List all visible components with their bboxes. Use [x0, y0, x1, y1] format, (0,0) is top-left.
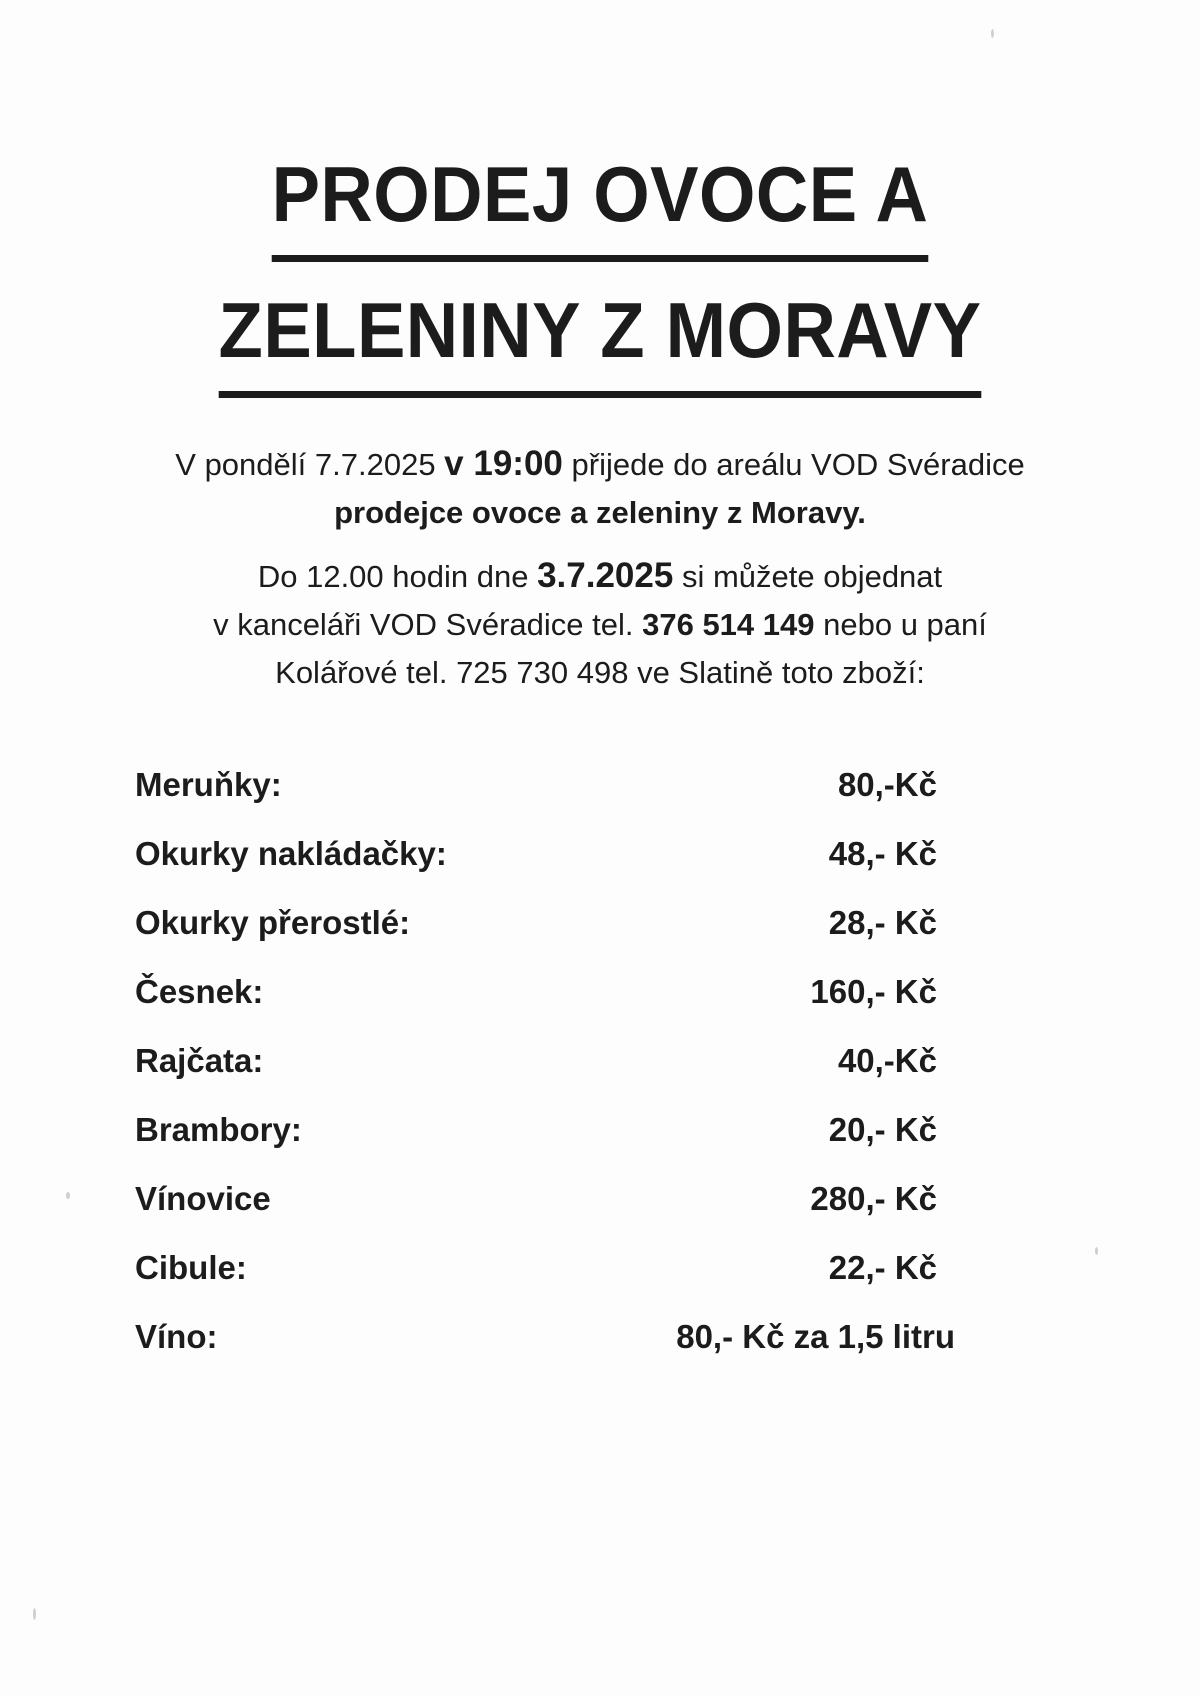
title-line-2-text: ZELENINY Z MORAVY — [219, 274, 982, 398]
price-item-label: Okurky nakládačky: — [135, 835, 447, 872]
scan-speck — [66, 1192, 70, 1199]
order-line-2 — [0, 601, 1200, 649]
scan-speck — [33, 1608, 36, 1620]
price-item-label: Meruňky: — [135, 766, 282, 803]
title-line-2 — [42, 274, 1158, 398]
price-item-value: 80,-Kč — [837, 766, 937, 803]
price-item-value: 22,- Kč — [828, 1249, 937, 1286]
title-line-1-text: PRODEJ OVOCE A — [272, 138, 929, 262]
price-row — [135, 1180, 955, 1249]
price-item-value: 280,- Kč — [810, 1180, 937, 1217]
price-item-value: 40,-Kč — [837, 1042, 937, 1079]
scan-speck — [991, 29, 994, 38]
arrival-paragraph — [0, 440, 1200, 537]
order-line-3: Kolářové tel. 725 730 498 ve Slatině toto zboží: — [275, 655, 925, 690]
price-item-label: Vínovice — [135, 1180, 271, 1217]
order-line-1 — [0, 552, 1200, 601]
order-deadline-before: Do 12.00 hodin dne — [257, 559, 538, 594]
office-phone-number: 376 514 149 — [642, 607, 815, 642]
price-item-label: Česnek: — [135, 973, 264, 1010]
arrival-line-1 — [0, 440, 1200, 489]
price-item-label: Brambory: — [135, 1111, 302, 1148]
order-paragraph — [0, 552, 1200, 697]
price-row — [135, 973, 955, 1042]
price-item-value: 20,- Kč — [828, 1111, 937, 1148]
price-item-label: Cibule: — [135, 1249, 247, 1286]
price-row — [135, 1318, 955, 1387]
arrival-vendor: prodejce ovoce a zeleniny z Moravy. — [334, 495, 866, 530]
arrival-line-2 — [0, 489, 1200, 537]
price-item-value: 28,- Kč — [828, 904, 937, 941]
price-row — [135, 1111, 955, 1180]
price-row — [135, 1249, 955, 1318]
arrival-text-after: přijede do areálu VOD Svéradice — [562, 447, 1025, 482]
arrival-text-before: V pondělí 7.7.2025 — [175, 447, 445, 482]
price-item-value: 80,- Kč za 1,5 litru — [676, 1318, 955, 1355]
order-office-before: v kanceláři VOD Svéradice tel. — [213, 607, 643, 642]
price-item-value: 160,- Kč — [810, 973, 937, 1010]
arrival-time: v 19:00 — [444, 444, 563, 483]
price-item-value: 48,- Kč — [828, 835, 937, 872]
price-row — [135, 904, 955, 973]
price-row — [135, 835, 955, 904]
title-line-1 — [42, 138, 1158, 262]
price-list — [135, 766, 955, 1387]
price-row — [135, 766, 955, 835]
price-row — [135, 1042, 955, 1111]
order-deadline-date: 3.7.2025 — [537, 556, 674, 595]
scan-speck — [1095, 1247, 1098, 1255]
price-item-label: Okurky přerostlé: — [135, 904, 411, 941]
price-item-label: Víno: — [135, 1318, 218, 1355]
price-item-label: Rajčata: — [135, 1042, 264, 1079]
order-office-after: nebo u paní — [814, 607, 987, 642]
page-title — [0, 138, 1200, 398]
order-deadline-after: si můžete objednat — [673, 559, 943, 594]
